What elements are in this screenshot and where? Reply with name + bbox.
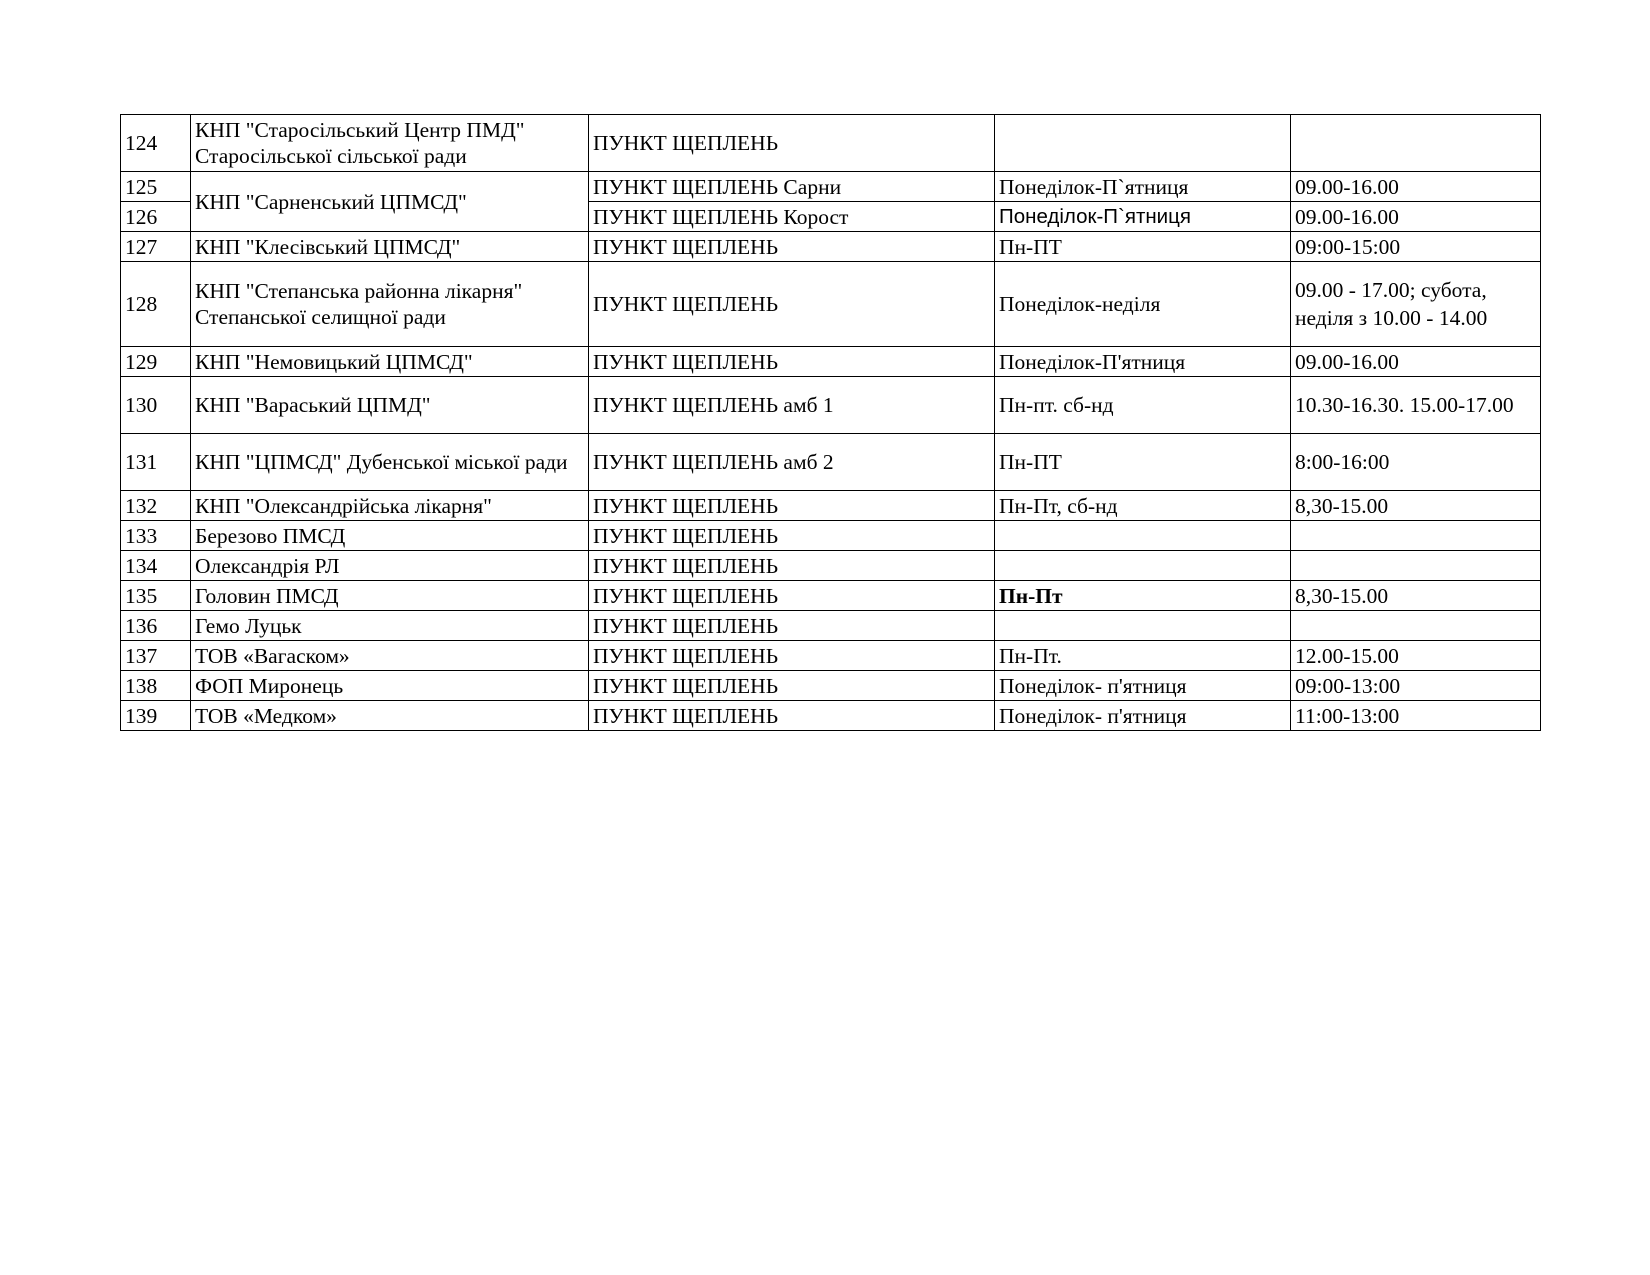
row-number: 125 — [121, 172, 191, 202]
row-number: 135 — [121, 581, 191, 611]
organization: КНП "ЦПМСД" Дубенської міської ради — [191, 434, 589, 491]
organization: ТОВ «Вагаском» — [191, 641, 589, 671]
row-number: 134 — [121, 551, 191, 581]
row-number: 127 — [121, 232, 191, 262]
work-days: Понеділок-П`ятниця — [995, 202, 1291, 232]
organization: КНП "Вараський ЦПМД" — [191, 377, 589, 434]
row-number: 136 — [121, 611, 191, 641]
table-row — [121, 641, 1541, 671]
work-days: Пн-ПТ — [995, 434, 1291, 491]
table-row — [121, 115, 1541, 172]
work-days — [995, 115, 1291, 172]
table-row — [121, 671, 1541, 701]
work-days — [995, 551, 1291, 581]
organization: Гемо Луцьк — [191, 611, 589, 641]
work-hours — [1291, 521, 1541, 551]
vaccination-point: ПУНКТ ЩЕПЛЕНЬ — [589, 521, 995, 551]
row-number: 133 — [121, 521, 191, 551]
vaccination-point: ПУНКТ ЩЕПЛЕНЬ — [589, 262, 995, 347]
work-hours: 09.00-16.00 — [1291, 202, 1541, 232]
organization: Березово ПМСД — [191, 521, 589, 551]
organization: КНП "Немовицький ЦПМСД" — [191, 347, 589, 377]
organization: Головин ПМСД — [191, 581, 589, 611]
work-hours: 8:00-16:00 — [1291, 434, 1541, 491]
work-hours: 8,30-15.00 — [1291, 581, 1541, 611]
work-days: Пн-Пт — [995, 581, 1291, 611]
vaccination-point: ПУНКТ ЩЕПЛЕНЬ — [589, 491, 995, 521]
table-row — [121, 434, 1541, 491]
work-days: Пн-Пт, сб-нд — [995, 491, 1291, 521]
row-number: 138 — [121, 671, 191, 701]
work-hours: 09:00-13:00 — [1291, 671, 1541, 701]
vaccination-point: ПУНКТ ЩЕПЛЕНЬ — [589, 581, 995, 611]
vaccination-point: ПУНКТ ЩЕПЛЕНЬ — [589, 115, 995, 172]
table-row — [121, 701, 1541, 731]
work-days: Пн-ПТ — [995, 232, 1291, 262]
table-row — [121, 172, 1541, 202]
organization: КНП "Клесівський ЦПМСД" — [191, 232, 589, 262]
table-row — [121, 611, 1541, 641]
vaccination-point: ПУНКТ ЩЕПЛЕНЬ Сарни — [589, 172, 995, 202]
work-hours: 8,30-15.00 — [1291, 491, 1541, 521]
work-hours: 09.00-16.00 — [1291, 347, 1541, 377]
vaccination-point: ПУНКТ ЩЕПЛЕНЬ — [589, 551, 995, 581]
table-row — [121, 377, 1541, 434]
work-days — [995, 521, 1291, 551]
work-hours: 11:00-13:00 — [1291, 701, 1541, 731]
work-hours — [1291, 115, 1541, 172]
organization: КНП "Степанська районна лікарня" Степанської селищної ради — [191, 262, 589, 347]
work-hours: 09.00-16.00 — [1291, 172, 1541, 202]
organization: ФОП Миронець — [191, 671, 589, 701]
work-days: Пн-пт. сб-нд — [995, 377, 1291, 434]
row-number: 124 — [121, 115, 191, 172]
vaccination-points-table — [120, 114, 1541, 731]
row-number: 137 — [121, 641, 191, 671]
organization: КНП "Старосільський Центр ПМД" Старосільської сільської ради — [191, 115, 589, 172]
vaccination-point: ПУНКТ ЩЕПЛЕНЬ — [589, 347, 995, 377]
row-number: 132 — [121, 491, 191, 521]
work-days: Понеділок- п'ятниця — [995, 701, 1291, 731]
vaccination-point: ПУНКТ ЩЕПЛЕНЬ Корост — [589, 202, 995, 232]
vaccination-point: ПУНКТ ЩЕПЛЕНЬ — [589, 232, 995, 262]
work-hours — [1291, 551, 1541, 581]
work-days — [995, 611, 1291, 641]
work-days: Понеділок-неділя — [995, 262, 1291, 347]
work-hours: 12.00-15.00 — [1291, 641, 1541, 671]
vaccination-point: ПУНКТ ЩЕПЛЕНЬ — [589, 611, 995, 641]
work-days: Понеділок-П'ятниця — [995, 347, 1291, 377]
table-row — [121, 262, 1541, 347]
work-days: Пн-Пт. — [995, 641, 1291, 671]
vaccination-point: ПУНКТ ЩЕПЛЕНЬ амб 1 — [589, 377, 995, 434]
vaccination-point: ПУНКТ ЩЕПЛЕНЬ — [589, 671, 995, 701]
work-days: Понеділок-П`ятниця — [995, 172, 1291, 202]
work-hours: 10.30-16.30. 15.00-17.00 — [1291, 377, 1541, 434]
vaccination-point: ПУНКТ ЩЕПЛЕНЬ — [589, 641, 995, 671]
table-row — [121, 491, 1541, 521]
organization: КНП "Сарненський ЦПМСД" — [191, 172, 589, 232]
work-days: Понеділок- п'ятниця — [995, 671, 1291, 701]
row-number: 130 — [121, 377, 191, 434]
table-row — [121, 347, 1541, 377]
row-number: 129 — [121, 347, 191, 377]
table-row — [121, 551, 1541, 581]
work-hours: 09.00 - 17.00; субота, неділя з 10.00 - 14.00 — [1291, 262, 1541, 347]
row-number: 128 — [121, 262, 191, 347]
organization: КНП "Олександрійська лікарня" — [191, 491, 589, 521]
work-hours — [1291, 611, 1541, 641]
row-number: 126 — [121, 202, 191, 232]
table-row — [121, 232, 1541, 262]
organization: ТОВ «Медком» — [191, 701, 589, 731]
row-number: 139 — [121, 701, 191, 731]
row-number: 131 — [121, 434, 191, 491]
table-row — [121, 581, 1541, 611]
table-row — [121, 521, 1541, 551]
organization: Олександрія РЛ — [191, 551, 589, 581]
vaccination-point: ПУНКТ ЩЕПЛЕНЬ — [589, 701, 995, 731]
vaccination-point: ПУНКТ ЩЕПЛЕНЬ амб 2 — [589, 434, 995, 491]
work-hours: 09:00-15:00 — [1291, 232, 1541, 262]
